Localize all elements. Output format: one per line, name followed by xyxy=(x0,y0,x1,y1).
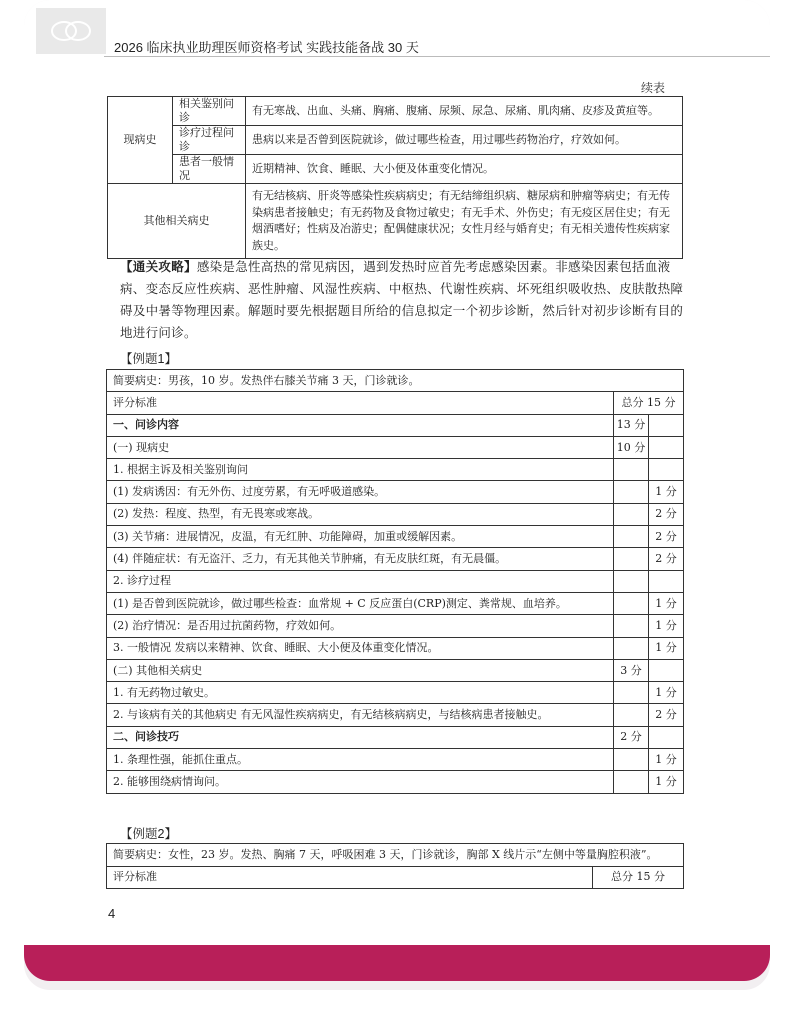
continued-label: 续表 xyxy=(641,81,666,95)
point-score-cell xyxy=(649,726,684,748)
table-row xyxy=(107,459,684,481)
strategy-text: 感染是急性高热的常见病因，遇到发热时应首先考虑感染因素。非感染因素包括血液病、变态反应性疾病、恶性肿瘤、风湿性疾病、中枢热、代谢性疾病、坏死组织吸收热、皮肤散热障碍及中暑等物理因素。解题时要先根据题目所给的信息拟定一个初步诊断，然后针对初步诊断有目的地进行问诊。 xyxy=(120,259,684,340)
table-row xyxy=(108,126,683,155)
point-score-cell: 2 分 xyxy=(649,704,684,726)
table-row xyxy=(107,659,684,681)
content-cell: 近期精神、饮食、睡眠、大小便及体重变化情况。 xyxy=(246,155,683,184)
brief-history-cell: 简要病史：男孩，10 岁。发热伴右膝关节痛 3 天，门诊就诊。 xyxy=(107,370,684,392)
header-divider xyxy=(104,56,770,57)
section-score-cell: 3 分 xyxy=(614,659,649,681)
item-cell: 2. 与该病有关的其他病史 有无风湿性疾病病史，有无结核病病史，与结核病患者接触史。 xyxy=(107,704,614,726)
section-score-cell xyxy=(614,704,649,726)
item-cell: 一、问诊内容 xyxy=(107,414,614,436)
running-header-title: 2026 临床执业助理医师资格考试 实践技能备战 30 天 xyxy=(114,40,419,55)
table-row xyxy=(107,749,684,771)
scoring-rows xyxy=(107,414,684,793)
section-score-cell xyxy=(614,771,649,793)
content-cell: 患病以来是否曾到医院就诊，做过哪些检查，用过哪些药物治疗，疗效如何。 xyxy=(246,126,683,155)
page-number: 4 xyxy=(108,906,116,921)
item-cell: 2. 诊疗过程 xyxy=(107,570,614,592)
section-score-cell xyxy=(614,570,649,592)
item-cell: (4) 伴随症状：有无盗汗、乏力，有无其他关节肿痛，有无皮肤红斑，有无晨僵。 xyxy=(107,548,614,570)
example2-title: 【例题2】 xyxy=(120,827,177,841)
section-score-cell xyxy=(614,548,649,570)
point-score-cell xyxy=(649,659,684,681)
table-row xyxy=(107,637,684,659)
section-score-cell xyxy=(614,503,649,525)
table-row xyxy=(107,526,684,548)
brief-history-cell: 简要病史：女性，23 岁。发热、胸痛 7 天，呼吸困难 3 天，门诊就诊，胸部 X 线片示“左侧中等量胸腔积液”。 xyxy=(107,844,684,867)
item-cell: (1) 发病诱因：有无外伤、过度劳累，有无呼吸道感染。 xyxy=(107,481,614,503)
content-cell: 有无寒战、出血、头痛、胸痛、腹痛、尿频、尿急、尿痛、肌肉痛、皮疹及黄疸等。 xyxy=(246,97,683,126)
table-row xyxy=(108,184,683,259)
table-row xyxy=(107,481,684,503)
table-row xyxy=(107,436,684,458)
item-cell: (一) 现病史 xyxy=(107,436,614,458)
table-row xyxy=(107,592,684,614)
section-score-cell xyxy=(614,682,649,704)
point-score-cell xyxy=(649,570,684,592)
point-score-cell xyxy=(649,414,684,436)
table-row xyxy=(107,704,684,726)
criteria-label-cell: 评分标准 xyxy=(107,866,593,889)
section-score-cell: 13 分 xyxy=(614,414,649,436)
item-cell: (3) 关节痛：进展情况，皮温，有无红肿、功能障碍，加重或缓解因素。 xyxy=(107,526,614,548)
table-row xyxy=(107,370,684,392)
strategy-label: 【通关攻略】 xyxy=(120,259,197,274)
section-score-cell xyxy=(614,481,649,503)
section-score-cell xyxy=(614,459,649,481)
point-score-cell xyxy=(649,459,684,481)
section-score-cell xyxy=(614,637,649,659)
point-score-cell xyxy=(649,436,684,458)
table-row xyxy=(108,97,683,126)
section-score-cell xyxy=(614,749,649,771)
point-score-cell: 2 分 xyxy=(649,526,684,548)
history-table xyxy=(107,96,683,259)
example1-table xyxy=(106,369,684,794)
section-score-cell xyxy=(614,526,649,548)
table-row xyxy=(107,682,684,704)
table-row xyxy=(107,844,684,867)
item-cell: 二、问诊技巧 xyxy=(107,726,614,748)
table-row xyxy=(107,726,684,748)
table-row xyxy=(107,771,684,793)
item-cell: (二) 其他相关病史 xyxy=(107,659,614,681)
point-score-cell: 2 分 xyxy=(649,503,684,525)
table-row xyxy=(107,615,684,637)
item-cell: (2) 发热：程度、热型，有无畏寒或寒战。 xyxy=(107,503,614,525)
section-score-cell xyxy=(614,592,649,614)
section-score-cell xyxy=(614,615,649,637)
table-row xyxy=(107,570,684,592)
subcategory-cell: 相关鉴别问诊 xyxy=(173,97,246,126)
point-score-cell: 1 分 xyxy=(649,592,684,614)
item-cell: 1. 根据主诉及相关鉴别询问 xyxy=(107,459,614,481)
category-cell: 其他相关病史 xyxy=(108,184,246,259)
point-score-cell: 2 分 xyxy=(649,548,684,570)
point-score-cell: 1 分 xyxy=(649,615,684,637)
criteria-label-cell: 评分标准 xyxy=(107,392,614,414)
point-score-cell: 1 分 xyxy=(649,637,684,659)
example2-table xyxy=(106,843,684,889)
point-score-cell: 1 分 xyxy=(649,771,684,793)
point-score-cell: 1 分 xyxy=(649,749,684,771)
section-score-cell: 10 分 xyxy=(614,436,649,458)
item-cell: (1) 是否曾到医院就诊，做过哪些检查：血常规 + C 反应蛋白(CRP)测定、粪常规、血培养。 xyxy=(107,592,614,614)
total-score-cell: 总分 15 分 xyxy=(614,392,684,414)
table-row xyxy=(107,548,684,570)
subcategory-cell: 诊疗过程问诊 xyxy=(173,126,246,155)
table-row xyxy=(107,503,684,525)
item-cell: 1. 条理性强，能抓住重点。 xyxy=(107,749,614,771)
item-cell: (2) 治疗情况：是否用过抗菌药物，疗效如何。 xyxy=(107,615,614,637)
content-cell: 有无结核病、肝炎等感染性疾病病史；有无结缔组织病、糖尿病和肿瘤等病史；有无传染病患者接触史；有无药物及食物过敏史；有无手术、外伤史；有无疫区居住史；有无烟酒嗜好；性病及冶游史；配偶健康状况；女性月经与婚育史；有无相关遗传性疾病家族史。 xyxy=(246,184,683,259)
item-cell: 2. 能够围绕病情询问。 xyxy=(107,771,614,793)
table-row xyxy=(107,866,684,889)
bottom-accent-bar xyxy=(24,945,770,981)
table-row xyxy=(108,155,683,184)
strategy-paragraph xyxy=(120,256,690,344)
category-cell: 现病史 xyxy=(108,97,173,184)
publisher-logo xyxy=(36,8,106,54)
example1-title: 【例题1】 xyxy=(120,352,177,366)
point-score-cell: 1 分 xyxy=(649,682,684,704)
item-cell: 3. 一般情况 发病以来精神、饮食、睡眠、大小便及体重变化情况。 xyxy=(107,637,614,659)
subcategory-cell: 患者一般情况 xyxy=(173,155,246,184)
logo-icon xyxy=(48,20,94,42)
table-row xyxy=(107,392,684,414)
total-score-cell: 总分 15 分 xyxy=(593,866,684,889)
point-score-cell: 1 分 xyxy=(649,481,684,503)
item-cell: 1. 有无药物过敏史。 xyxy=(107,682,614,704)
table-row xyxy=(107,414,684,436)
section-score-cell: 2 分 xyxy=(614,726,649,748)
